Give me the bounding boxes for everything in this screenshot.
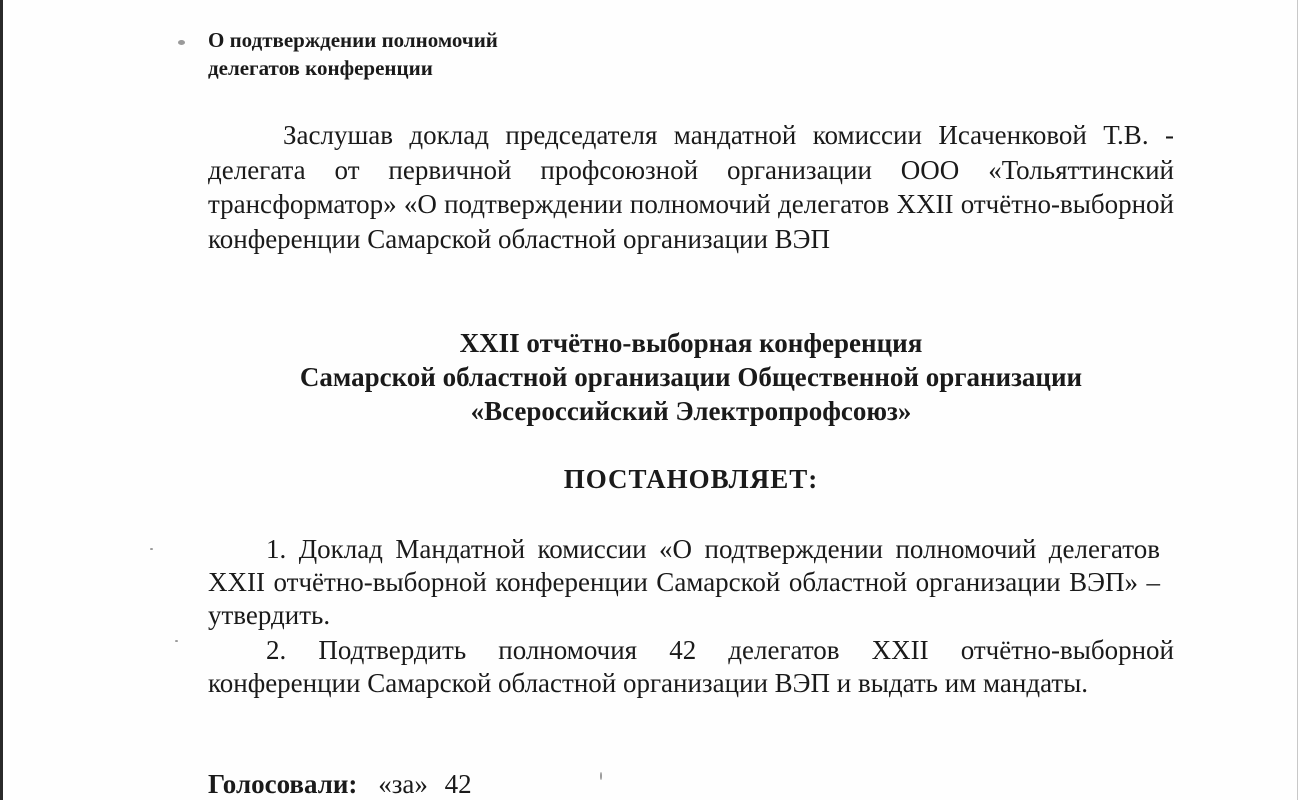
scan-speck xyxy=(178,40,185,45)
conference-heading xyxy=(208,326,1174,428)
vote-line xyxy=(208,768,472,800)
vote-count: 42 xyxy=(444,769,472,799)
scan-speck xyxy=(175,640,178,642)
resolves-heading: ПОСТАНОВЛЯЕТ: xyxy=(563,464,819,494)
scan-speck xyxy=(150,548,153,550)
scan-left-edge xyxy=(0,0,3,800)
heading-line-3: «Всероссийский Электропрофсоюз» xyxy=(470,396,912,426)
scan-speck xyxy=(600,772,602,780)
heading-line-1: XXII отчётно-выборная конференция xyxy=(459,328,923,358)
subject-line-2: делегатов конференции xyxy=(208,56,433,80)
scan-right-edge xyxy=(1297,0,1298,800)
subject-line-1: О подтверждении полномочий xyxy=(208,28,498,52)
heading-line-2: Самарской областной организации Общественной организации xyxy=(299,362,1083,392)
vote-option: «за» xyxy=(378,769,428,799)
intro-paragraph: Заслушав доклад председателя мандатной комиссии Исаченковой Т.В. - делегата от первичной профсоюзной организации ООО «Тольяттинский трансформатор» «О подтверждении полномочий делегатов XXII отчётно-выборной конференции Самарской областной организации ВЭП xyxy=(208,120,1174,254)
resolution-item-2: 2. Подтвердить полномочия 42 делегатов XXII отчётно-выборной конференции Самарской областной организации ВЭП и выдать им мандаты. xyxy=(208,635,1174,698)
document-subject xyxy=(208,26,498,82)
resolution-item-1: 1. Доклад Мандатной комиссии «О подтверждении полномочий делегатов XXII отчётно-выборной конференции Самарской областной организации ВЭП» – утвердить. xyxy=(208,534,1160,630)
vote-label: Голосовали: xyxy=(208,769,358,799)
